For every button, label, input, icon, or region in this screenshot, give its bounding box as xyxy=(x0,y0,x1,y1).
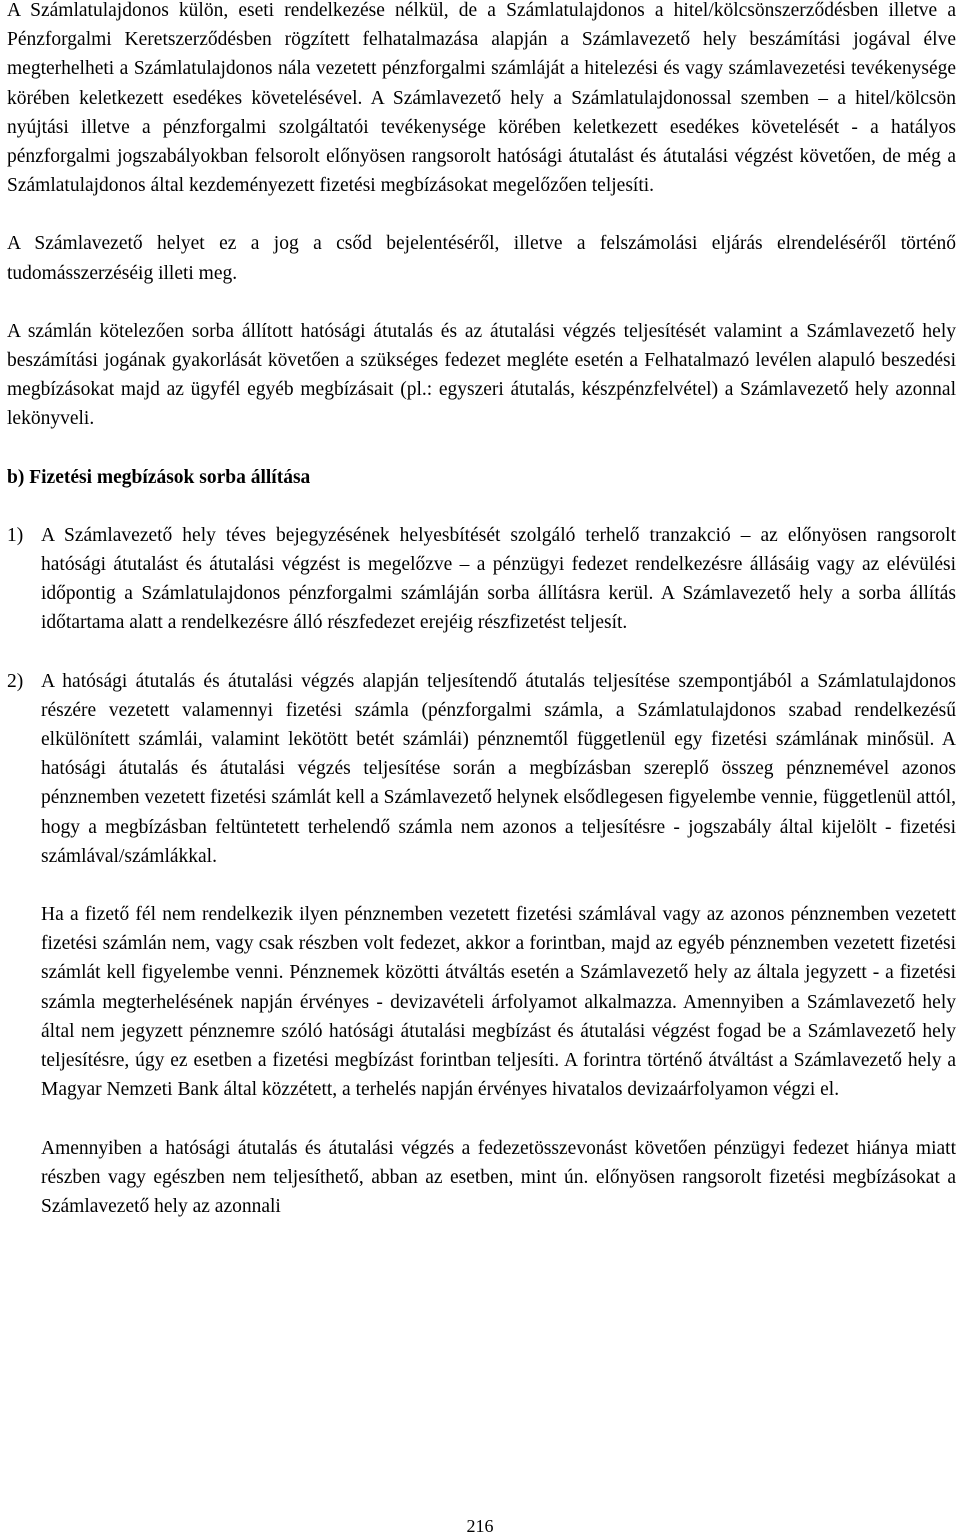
page-content xyxy=(7,0,956,1221)
list-item-number: 2) xyxy=(7,670,24,692)
paragraph-offset-rights: A Számlatulajdonos külön, eseti rendelkezése nélkül, de a Számlatulajdonos a hitel/kölcsönszerződésben illetve a Pénzforgalmi Keretszerződésben rögzített felhatalmazása alapján a Számlavezető hely beszámítási jogával élve megterhelheti a Számlatulajdonos nála vezetett pénzforgalmi számláját a hitelezési és vagy számlavezetési tevékenysége körében keletkezett esedékes követelésével. A Számlavezető hely a Számlatulajdonossal szemben – a hitel/kölcsön nyújtási illetve a pénzforgalmi szolgáltatói tevékenysége körében keletkezett esedékes követelését - a hatályos pénzforgalmi jogszabályokban felsorolt előnyösen rangsorolt hatósági átutalást és átutalási végzést követően, de még a Számlatulajdonos által kezdeményezett fizetési megbízásokat megelőzően teljesíti. xyxy=(7,0,956,197)
list-item-number: 1) xyxy=(7,524,24,546)
paragraph-right-duration: A Számlavezető helyet ez a jog a csőd bejelentéséről, illetve a felszámolási eljárás elrendeléséről történő tudomásszerzéséig illeti meg. xyxy=(7,233,956,284)
paragraph-currency-conversion: Ha a fizető fél nem rendelkezik ilyen pénznemben vezetett fizetési számlával vagy az azonos pénznemben vezetett fizetési számlán nem, vagy csak részben volt fedezet, akkor a forintban, majd az egyéb pénznemben vezetett fizetési számlát kell figyelembe venni. Pénznemek közötti átváltás esetén a Számlavezető hely az általa jegyzett - a fizetési számla megterhelésének napján érvényes - devizavételi árfolyamot alkalmazza. Amennyiben a Számlavezető hely által nem jegyzett pénznemre szóló hatósági átutalási megbízást és átutalási végzést fogad be a Számlavezető hely teljesítésre, úgy ez esetben a fizetési megbízást forintban teljesíti. A forintra történő átváltást a Számlavezető hely a Magyar Nemzeti Bank által közzétett, a terhelés napján érvényes hivatalos devizaárfolyamon végzi el. xyxy=(41,904,956,1101)
list-item-text: A hatósági átutalás és átutalási végzés alapján teljesítendő átutalás teljesítése szempontjából a Számlatulajdonos részére vezetett valamennyi fizetési számla (pénzforgalmi számla, a Számlatulajdonos szabad rendelkezésű elkülönített számlái, valamint lekötött betét számlái) pénznemtől függetlenül egy fizetési számlának minősül. A hatósági átutalás és átutalási végzés teljesítése során a megbízásban szereplő összeg pénznemével azonos pénznemben vezetett fizetési számlát kell a Számlavezető helynek elsődlegesen figyelembe vennie, függetlenül attól, hogy a megbízásban feltüntetett terhelendő számla nem azonos a teljesítésre - jogszabály által kijelölt - fizetési számlával/számlákkal. xyxy=(41,670,956,867)
paragraph-insufficient-funds: Amennyiben a hatósági átutalás és átutalási végzés a fedezetösszevonást követően pénzügyi fedezet hiánya miatt részben vagy egészben nem teljesíthető, abban az esetben, mint ún. előnyösen rangsorolt fizetési megbízásokat a Számlavezető hely az azonnali xyxy=(41,1137,956,1217)
list-item xyxy=(7,667,956,871)
section-b-heading: b) Fizetési megbízások sorba állítása xyxy=(7,466,311,488)
list-item-text: A Számlavezető hely téves bejegyzésének helyesbítését szolgáló terhelő tranzakció – az előnyösen rangsorolt hatósági átutalást és átutalási végzést is megelőzve – a pénzügyi fedezet rendelkezésre állásáig vagy az elévülési időpontig a Számlatulajdonos pénzforgalmi számláján sorba állításra kerül. A Számlavezető hely a sorba állítás időtartama alatt a rendelkezésre álló részfedezet erejéig részfizetést teljesít. xyxy=(41,524,956,634)
list-item xyxy=(7,521,956,638)
paragraph-booking-order: A számlán kötelezően sorba állított hatósági átutalás és az átutalási végzés teljesítését valamint a Számlavezető hely beszámítási jogának gyakorlását követően a szükséges fedezet megléte esetén a Felhatalmazó levélen alapuló beszedési megbízásokat majd az ügyfél egyéb megbízásait (pl.: egyszeri átutalás, készpénzfelvétel) a Számlavezető hely azonnal lekönyveli. xyxy=(7,320,956,430)
page-number: 216 xyxy=(466,1516,494,1536)
